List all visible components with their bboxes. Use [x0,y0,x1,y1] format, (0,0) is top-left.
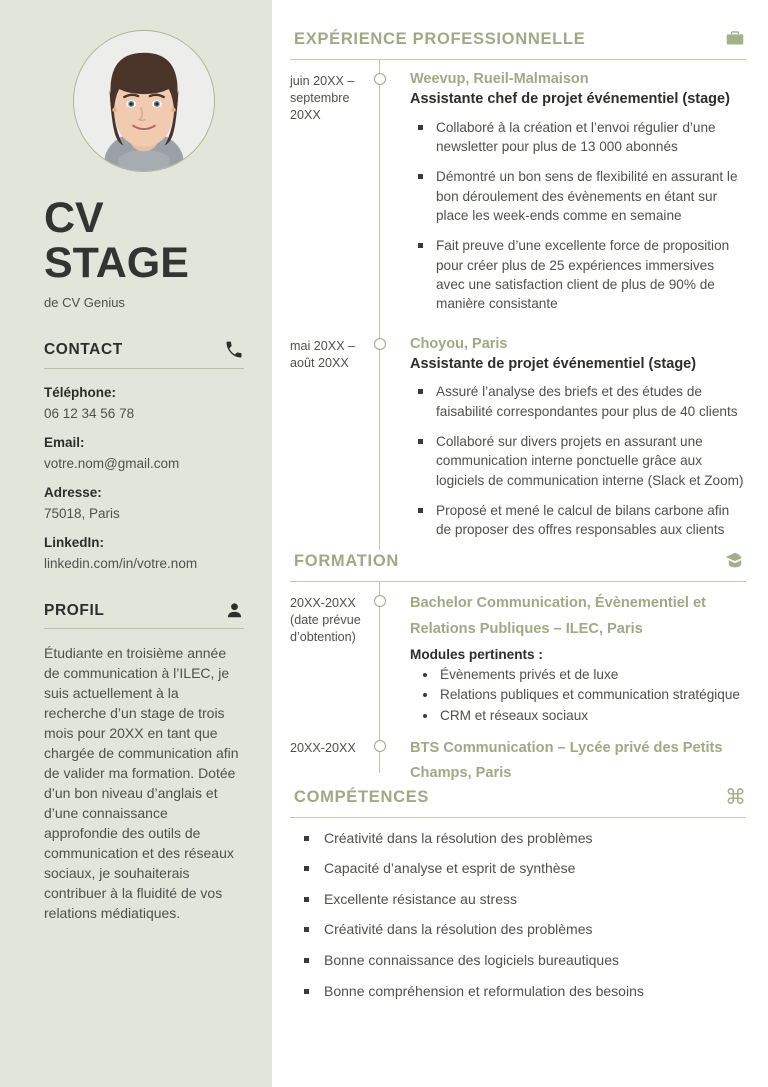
experience-body [394,60,746,325]
command-icon: ⌘ [725,785,746,809]
contact-label-phone: Téléphone: [44,385,117,401]
education-dates: 20XX-20XX [290,740,356,755]
experience-dates: juin 20XX – septembre 20XX [290,74,355,122]
timeline-dot [374,740,386,752]
education-degree: BTS Communication – Lycée privé des Petits Champs, Paris [410,739,723,782]
experience-entry [290,325,746,551]
profile-heading: PROFIL [44,601,105,619]
skills-list [290,829,746,1002]
contact-section-header [44,340,244,360]
title-line-1: CV [44,194,104,242]
list-item: Créativité dans la résolution des problèmes [294,829,746,849]
contact-value-email[interactable]: votre.nom@gmail.com [44,456,180,472]
education-entries [290,582,746,786]
list-item: CRM et réseaux sociaux [410,706,746,726]
skills-section-header [290,787,746,808]
timeline-rail [368,582,394,726]
skills-section [290,787,746,1002]
experience-entry [290,60,746,325]
page-title [44,196,244,286]
education-dates: 20XX-20XX (date prévue d’obtention) [290,596,361,645]
experience-organization: Choyou, Paris [410,335,508,352]
timeline-dot [374,73,386,85]
timeline-line [379,325,380,551]
experience-role: Assistante chef de projet événementiel (stage) [410,91,730,108]
timeline-dot [374,595,386,607]
person-icon [225,601,244,620]
list-item: Créativité dans la résolution des problèmes [294,920,746,940]
main-column [272,0,768,1087]
list-item: Bonne connaissance des logiciels bureautiques [294,951,746,971]
contact-label-linkedin: LinkedIn: [44,535,104,551]
list-item: Collaboré sur divers projets en assurant une communication interne ponctuelle grâce aux logiciels de communication interne (Slack et Zoom) [410,432,746,490]
education-entry [290,727,746,787]
briefcase-icon [724,28,746,50]
education-section [290,550,746,786]
title-subtitle: de CV Genius [44,295,125,311]
list-item: Relations publiques et communication stratégique [410,685,746,705]
contact-value-phone: 06 12 34 56 78 [44,406,135,422]
list-item: Bonne compréhension et reformulation des besoins [294,982,746,1002]
education-modules [410,665,746,726]
list-item: Capacité d’analyse et esprit de synthèse [294,859,746,879]
experience-bullets [410,118,746,314]
phone-icon [224,340,244,360]
contact-heading: CONTACT [44,341,123,359]
timeline-rail [368,325,394,551]
list-item: Assuré l’analyse des briefs et des études de faisabilité correspondantes pour plus de 40 clients [410,382,746,421]
education-section-header [290,550,746,572]
experience-section [290,28,746,550]
photo-container [44,30,244,172]
contact-list [44,385,244,571]
contact-divider [44,368,244,369]
experience-section-header [290,28,746,50]
skills-divider [290,817,746,818]
experience-entries [290,60,746,550]
profile-divider [44,628,244,629]
list-item: Évènements privés et de luxe [410,665,746,685]
experience-bullets [410,382,746,539]
experience-heading: EXPÉRIENCE PROFESSIONNELLE [294,29,586,48]
contact-label-address: Adresse: [44,485,102,501]
education-body [394,582,746,726]
contact-value-address: 75018, Paris [44,506,120,522]
title-line-2: STAGE [44,239,189,288]
list-item: Collaboré à la création et l’envoi régulier d’une newsletter pour plus de 13 000 abonnés [410,118,746,157]
education-body [394,727,746,787]
list-item: Démontré un bon sens de flexibilité en assurant le bon déroulement des évènements en étant sur place les week-ends comme en semaine [410,167,746,225]
sidebar [0,0,272,1087]
experience-body [394,325,746,551]
avatar [73,30,215,172]
education-entry [290,582,746,726]
education-degree: Bachelor Communication, Évènementiel et Relations Publiques – ILEC, Paris [410,595,707,637]
timeline-rail [368,60,394,325]
graduation-cap-icon [724,550,746,572]
education-modules-label: Modules pertinents : [410,646,543,662]
skills-heading: COMPÉTENCES [294,787,430,806]
portrait-photo-icon [74,31,214,171]
experience-dates: mai 20XX – août 20XX [290,338,356,370]
timeline-dot [374,338,386,350]
education-heading: FORMATION [294,551,399,570]
list-item: Proposé et mené le calcul de bilans carbone afin de proposer des offres responsables aux clients [410,501,746,540]
experience-organization: Weevup, Rueil-Malmaison [410,71,589,87]
profile-text: Étudiante en troisième année de communication à l’ILEC, je suis actuellement à la recherche d’un stage de trois mois pour 20XX en tant que chargée de communication afin de valider ma formation. Dotée d’un bon niveau d’anglais et d’une connaissance approfondie des outils de communication et des réseaux sociaux, je souhaiterais contribuer à la fluidité de vos relations médiatiques. [44,645,239,922]
experience-role: Assistante de projet événementiel (stage) [410,355,697,372]
timeline-rail [368,727,394,787]
list-item: Excellente résistance au stress [294,890,746,910]
profile-section-header [44,601,244,620]
timeline-line [379,60,380,325]
contact-label-email: Email: [44,435,85,451]
contact-value-linkedin[interactable]: linkedin.com/in/votre.nom [44,556,198,572]
list-item: Fait preuve d’une excellente force de proposition pour créer plus de 25 expériences immersives avec une satisfaction client de plus de 90% de manière consistante [410,236,746,313]
